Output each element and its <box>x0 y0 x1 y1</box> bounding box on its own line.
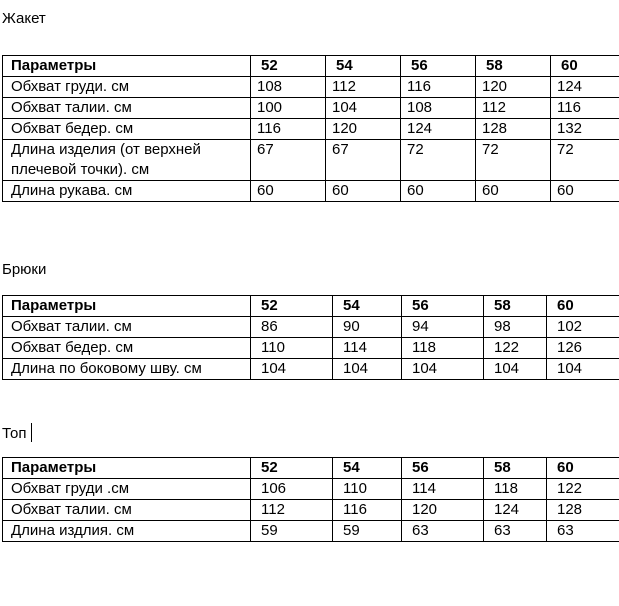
value-cell: 72 <box>551 140 619 181</box>
value-cell: 118 <box>484 479 547 500</box>
table-header-row <box>3 56 619 77</box>
size-table-trousers <box>2 295 619 380</box>
header-cell: Параметры <box>3 458 251 479</box>
param-cell: Обхват бедер. см <box>3 119 251 140</box>
table-row <box>3 479 619 500</box>
text-cursor <box>31 423 32 442</box>
header-cell: 56 <box>402 458 484 479</box>
value-cell: 59 <box>251 521 333 542</box>
table-row <box>3 98 619 119</box>
value-cell: 114 <box>402 479 484 500</box>
value-cell: 112 <box>251 500 333 521</box>
table-row <box>3 77 619 98</box>
value-cell: 114 <box>333 338 402 359</box>
section-title-text: Топ <box>2 425 27 442</box>
section-title-top <box>2 423 32 443</box>
value-cell: 104 <box>333 359 402 380</box>
value-cell: 102 <box>547 317 619 338</box>
header-cell: 56 <box>401 56 476 77</box>
param-cell: Длина издлия. см <box>3 521 251 542</box>
table-header-row <box>3 296 619 317</box>
section-title-jacket: Жакет <box>2 10 46 27</box>
value-cell: 124 <box>401 119 476 140</box>
value-cell: 108 <box>401 98 476 119</box>
size-table-top <box>2 457 619 542</box>
value-cell: 63 <box>402 521 484 542</box>
value-cell: 90 <box>333 317 402 338</box>
value-cell: 120 <box>402 500 484 521</box>
param-cell: Обхват бедер. см <box>3 338 251 359</box>
value-cell: 132 <box>551 119 619 140</box>
value-cell: 116 <box>333 500 402 521</box>
value-cell: 104 <box>547 359 619 380</box>
header-cell: 60 <box>547 458 619 479</box>
value-cell: 67 <box>251 140 326 181</box>
value-cell: 60 <box>326 181 401 202</box>
param-cell: Обхват груди .см <box>3 479 251 500</box>
value-cell: 104 <box>251 359 333 380</box>
header-cell: 60 <box>551 56 619 77</box>
header-cell: 54 <box>333 458 402 479</box>
table-row <box>3 181 619 202</box>
value-cell: 86 <box>251 317 333 338</box>
header-cell: 60 <box>547 296 619 317</box>
value-cell: 108 <box>251 77 326 98</box>
value-cell: 60 <box>251 181 326 202</box>
value-cell: 128 <box>547 500 619 521</box>
table-row <box>3 140 619 181</box>
param-cell: Длина изделия (от верхней плечевой точки). см <box>3 140 251 181</box>
value-cell: 112 <box>476 98 551 119</box>
value-cell: 128 <box>476 119 551 140</box>
table-row <box>3 500 619 521</box>
value-cell: 72 <box>401 140 476 181</box>
param-cell: Обхват талии. см <box>3 500 251 521</box>
header-cell: 54 <box>333 296 402 317</box>
value-cell: 100 <box>251 98 326 119</box>
header-cell: 52 <box>251 296 333 317</box>
value-cell: 72 <box>476 140 551 181</box>
table-row <box>3 359 619 380</box>
header-cell: 56 <box>402 296 484 317</box>
value-cell: 60 <box>401 181 476 202</box>
size-table-jacket <box>2 55 619 202</box>
header-cell: Параметры <box>3 56 251 77</box>
value-cell: 112 <box>326 77 401 98</box>
param-cell: Обхват талии. см <box>3 98 251 119</box>
value-cell: 116 <box>251 119 326 140</box>
table-row <box>3 317 619 338</box>
header-cell: 58 <box>476 56 551 77</box>
value-cell: 94 <box>402 317 484 338</box>
value-cell: 59 <box>333 521 402 542</box>
param-cell: Обхват груди. см <box>3 77 251 98</box>
header-cell: 58 <box>484 458 547 479</box>
value-cell: 124 <box>484 500 547 521</box>
value-cell: 60 <box>551 181 619 202</box>
value-cell: 104 <box>484 359 547 380</box>
value-cell: 116 <box>401 77 476 98</box>
value-cell: 118 <box>402 338 484 359</box>
table-row <box>3 521 619 542</box>
value-cell: 104 <box>402 359 484 380</box>
value-cell: 110 <box>333 479 402 500</box>
table-row <box>3 119 619 140</box>
header-cell: 52 <box>251 458 333 479</box>
value-cell: 126 <box>547 338 619 359</box>
header-cell: 54 <box>326 56 401 77</box>
value-cell: 122 <box>547 479 619 500</box>
param-cell: Обхват талии. см <box>3 317 251 338</box>
value-cell: 98 <box>484 317 547 338</box>
section-title-trousers: Брюки <box>2 261 47 278</box>
value-cell: 120 <box>476 77 551 98</box>
value-cell: 63 <box>484 521 547 542</box>
value-cell: 104 <box>326 98 401 119</box>
param-cell: Длина по боковому шву. см <box>3 359 251 380</box>
value-cell: 124 <box>551 77 619 98</box>
value-cell: 110 <box>251 338 333 359</box>
table-row <box>3 338 619 359</box>
value-cell: 120 <box>326 119 401 140</box>
param-cell: Длина рукава. см <box>3 181 251 202</box>
value-cell: 122 <box>484 338 547 359</box>
header-cell: Параметры <box>3 296 251 317</box>
value-cell: 60 <box>476 181 551 202</box>
table-header-row <box>3 458 619 479</box>
header-cell: 52 <box>251 56 326 77</box>
value-cell: 106 <box>251 479 333 500</box>
value-cell: 116 <box>551 98 619 119</box>
value-cell: 63 <box>547 521 619 542</box>
value-cell: 67 <box>326 140 401 181</box>
header-cell: 58 <box>484 296 547 317</box>
